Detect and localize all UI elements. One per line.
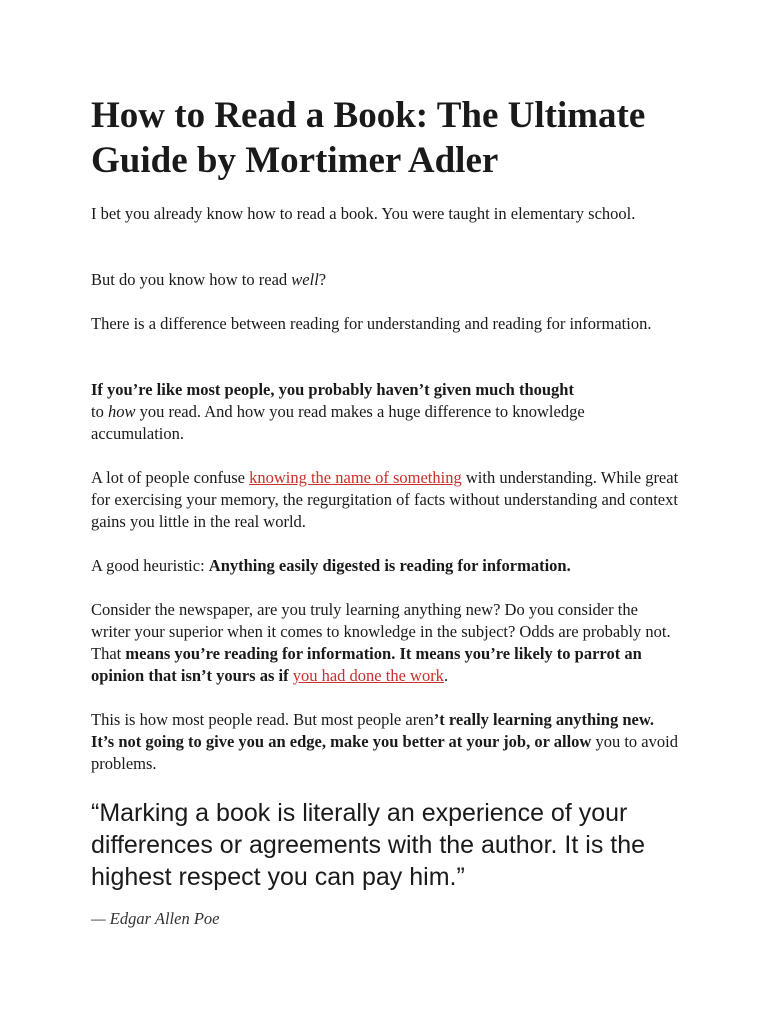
text: Consider the newspaper, are you truly learning anything new? Do you consider the writer your superior when it comes to knowledge in the subject? Odds are probably not. That (91, 600, 671, 663)
text: to (91, 402, 108, 421)
bold-text: ’t really learning anything new. It’s not going to give you an edge, make you better at your job, or allow (91, 710, 654, 751)
paragraph-how-most-read (91, 709, 681, 775)
text: A good heuristic: (91, 556, 209, 575)
bold-text: means you’re reading for information. It means you’re likely to parrot an opinion that isn’t yours as if (91, 644, 642, 685)
emphasis-text: well (291, 270, 319, 289)
link-knowing-the-name[interactable]: knowing the name of something (249, 468, 462, 487)
text: ? (318, 270, 327, 289)
bold-text: Anything easily digested is reading for information. (208, 556, 571, 575)
paragraph-most-people (91, 379, 681, 445)
text: you to avoid problems. (91, 732, 678, 773)
text: with understanding. While great for exercising your memory, the regurgitation of facts without understanding and context gains you little in the real world. (91, 468, 679, 531)
text: But do you know how to read (91, 270, 292, 289)
paragraph-heuristic (91, 555, 681, 577)
article-title: How to Read a Book: The Ultimate Guide by Mortimer Adler (91, 95, 646, 181)
text: . (443, 666, 449, 685)
text: you read. And how you read makes a huge difference to knowledge accumulation. (91, 402, 585, 443)
emphasis-text: how (107, 402, 136, 421)
paragraph-newspaper (91, 599, 681, 687)
pull-quote: “Marking a book is literally an experience of your differences or agreements with the author. It is the highest respect you can pay him.” (91, 799, 646, 891)
quote-attribution: — Edgar Allen Poe (91, 909, 220, 928)
text: This is how most people read. But most people aren (91, 710, 434, 729)
paragraph-confuse (91, 467, 681, 533)
paragraph-read-well (91, 269, 681, 291)
paragraph-intro: I bet you already know how to read a book. You were taught in elementary school. (91, 204, 636, 223)
text: A lot of people confuse (91, 468, 250, 487)
bold-text: If you’re like most people, you probably haven’t given much thought (91, 380, 574, 399)
paragraph-difference: There is a difference between reading for understanding and reading for information. (91, 314, 652, 333)
link-you-had-done-the-work[interactable]: you had done the work (292, 666, 444, 685)
